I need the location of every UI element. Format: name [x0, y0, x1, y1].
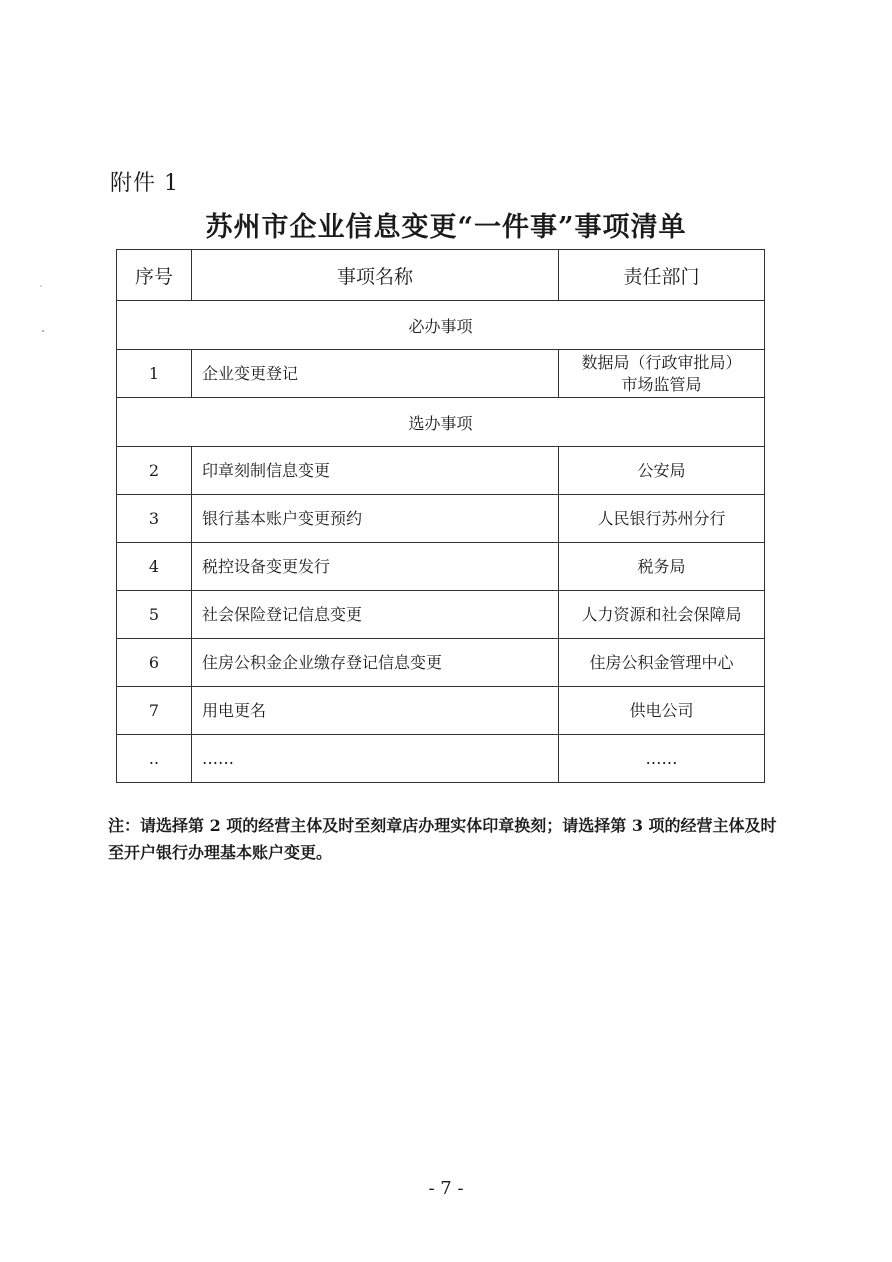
row-item-name: 印章刻制信息变更: [192, 447, 559, 495]
document-title: 苏州市企业信息变更“一件事”事项清单: [205, 212, 687, 243]
table-row: [117, 495, 765, 543]
table-row: [117, 543, 765, 591]
footnote: 注：请选择第 2 项的经营主体及时至刻章店办理实体印章换刻；请选择第 3 项的经营主体及时至开户银行办理基本账户变更。: [108, 816, 777, 862]
header-department: 责任部门: [559, 250, 765, 301]
attachment-label: 附件 1: [110, 171, 179, 196]
row-item-name: ……: [192, 735, 559, 783]
section-required-label: 必办事项: [117, 301, 765, 350]
row-serial: 1: [117, 350, 192, 398]
row-department: ……: [559, 735, 765, 783]
row-serial: 2: [117, 447, 192, 495]
page-number: - 7 -: [428, 1178, 464, 1199]
table-row: [117, 591, 765, 639]
table-row: [117, 735, 765, 783]
scan-speck: [42, 330, 44, 332]
row-item-name: 社会保险登记信息变更: [192, 591, 559, 639]
table-row: [117, 687, 765, 735]
header-item-name: 事项名称: [192, 250, 559, 301]
row-serial: 7: [117, 687, 192, 735]
row-department: 住房公积金管理中心: [559, 639, 765, 687]
header-serial: 序号: [117, 250, 192, 301]
scan-speck: [40, 285, 42, 287]
row-item-name: 企业变更登记: [192, 350, 559, 398]
row-department: 人民银行苏州分行: [559, 495, 765, 543]
row-item-name: 用电更名: [192, 687, 559, 735]
section-row-optional: [117, 398, 765, 447]
row-serial: 5: [117, 591, 192, 639]
row-item-name: 住房公积金企业缴存登记信息变更: [192, 639, 559, 687]
row-department: 供电公司: [559, 687, 765, 735]
table-header-row: [117, 250, 765, 301]
row-serial: 4: [117, 543, 192, 591]
row-department: [559, 350, 765, 398]
row-department: 人力资源和社会保障局: [559, 591, 765, 639]
row-serial: 6: [117, 639, 192, 687]
row-item-name: 税控设备变更发行: [192, 543, 559, 591]
row-item-name: 银行基本账户变更预约: [192, 495, 559, 543]
table-row: [117, 447, 765, 495]
row-department-line: 数据局（行政审批局）: [581, 352, 742, 372]
row-department-line: 市场监管局: [621, 374, 702, 394]
items-table: [116, 249, 765, 783]
row-serial: ..: [117, 735, 192, 783]
row-department: 税务局: [559, 543, 765, 591]
table-row: [117, 350, 765, 398]
section-row-required: [117, 301, 765, 350]
table-row: [117, 639, 765, 687]
section-optional-label: 选办事项: [117, 398, 765, 447]
row-serial: 3: [117, 495, 192, 543]
row-department: 公安局: [559, 447, 765, 495]
